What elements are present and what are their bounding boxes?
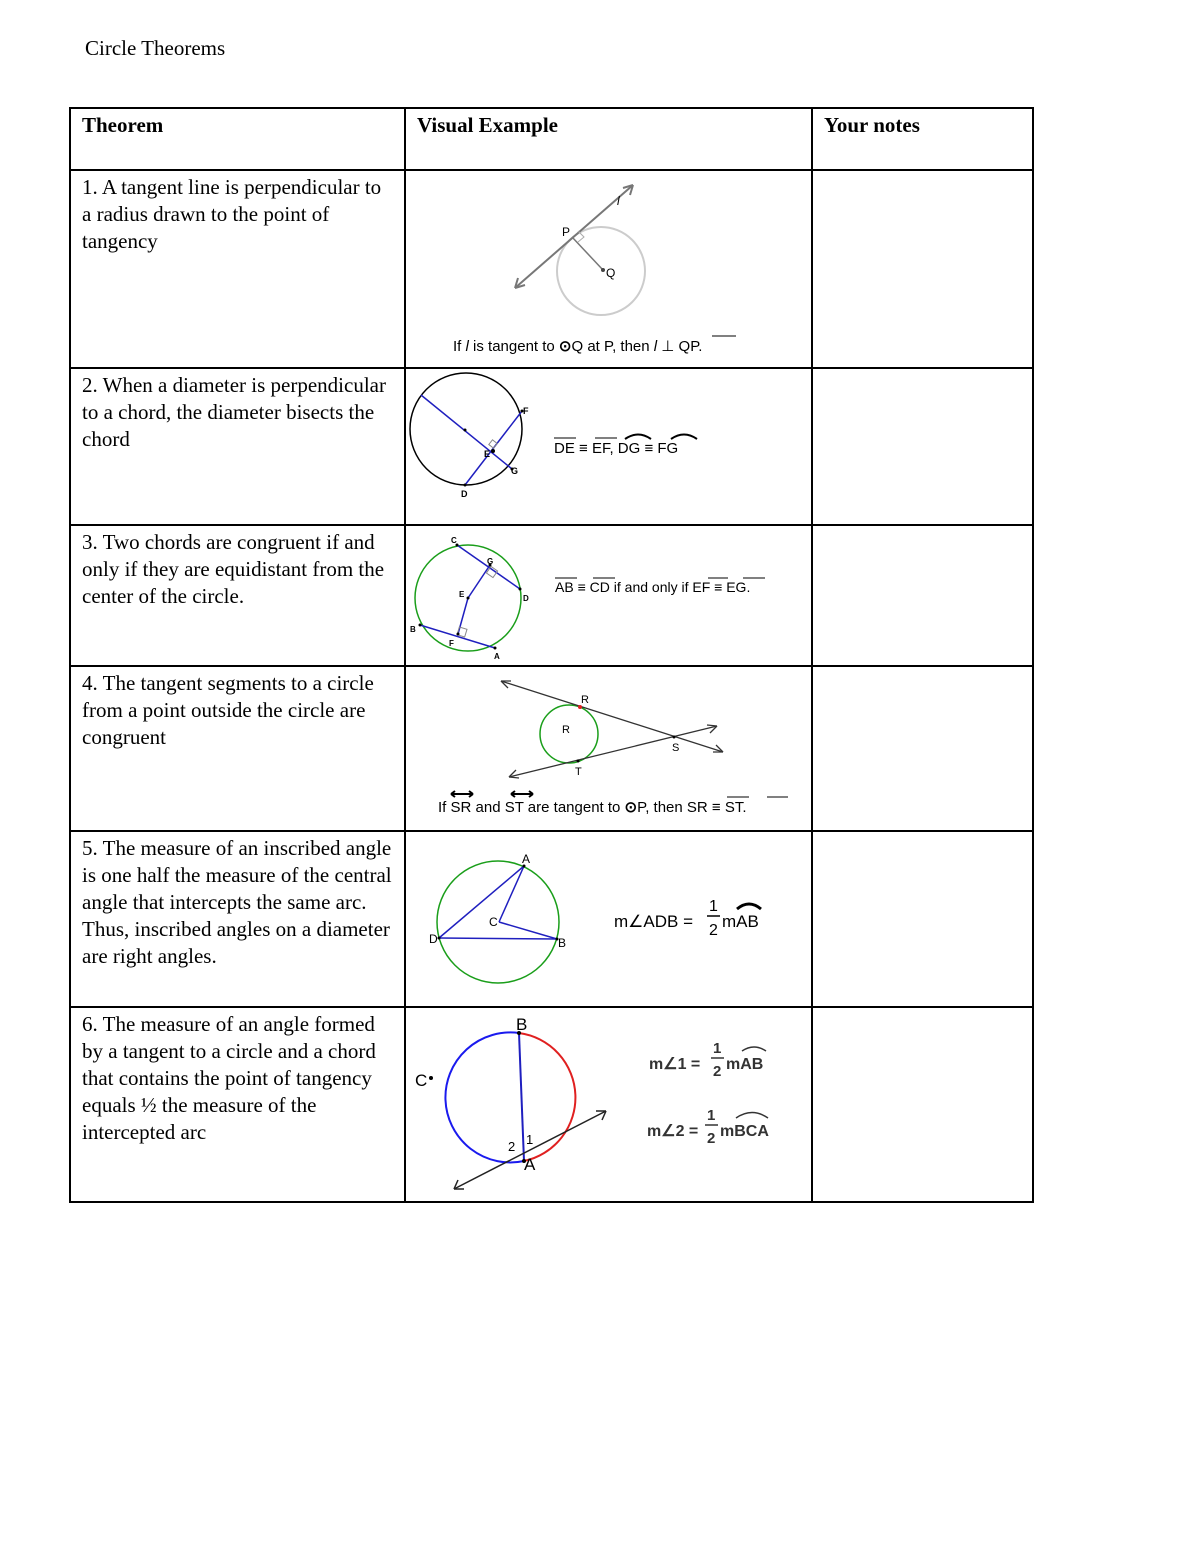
point-d-dot — [464, 484, 467, 487]
formula-lhs: m∠ADB = — [614, 912, 694, 931]
notes-cell-2[interactable] — [812, 368, 1033, 525]
segment-db — [439, 938, 557, 939]
theorem-3-text: 3. Two chords are congruent if and only if they are equidistant from the center of the circle. — [70, 525, 405, 666]
chord-ab — [519, 1033, 524, 1161]
theorem-1-text: 1. A tangent line is perpendicular to a radius drawn to the point of tangency — [70, 170, 405, 368]
label-c: C — [415, 1071, 428, 1090]
table-row — [70, 666, 1033, 831]
formula-1-denominator: 2 — [713, 1063, 722, 1080]
formula-arc: mAB — [722, 912, 759, 931]
point-d-dot — [519, 588, 522, 591]
label-a: A — [494, 652, 500, 661]
line-symbol-icon — [511, 791, 533, 797]
center-dot — [464, 429, 467, 432]
formula-2-arc: mBCA — [720, 1123, 769, 1140]
notes-cell-4[interactable] — [812, 666, 1033, 831]
tangent-line-sr — [501, 681, 723, 752]
table-row — [70, 1007, 1033, 1202]
point-d-dot — [438, 937, 441, 940]
label-c: C — [451, 536, 457, 545]
formula-1-arc: mAB — [726, 1056, 764, 1073]
line-symbol-icon — [451, 791, 473, 797]
formula-1-numerator: 1 — [713, 1040, 722, 1057]
formula-2-denominator: 2 — [707, 1130, 716, 1147]
header-row — [70, 108, 1033, 170]
tangent-radius-diagram — [406, 171, 811, 367]
label-d: D — [461, 489, 468, 499]
label-t: T — [575, 766, 582, 778]
table-row — [70, 831, 1033, 1007]
segment-da — [439, 866, 524, 938]
label-a: A — [524, 1155, 536, 1174]
visual-example-6 — [405, 1007, 812, 1202]
arrowhead-icon — [707, 725, 717, 733]
visual-example-3 — [405, 525, 812, 666]
caption-2: DE ≡ EF, DG ≡ FG — [554, 440, 679, 457]
label-r: R — [581, 694, 589, 706]
point-e-dot — [491, 449, 495, 453]
segment-eg — [468, 565, 490, 598]
theorem-2-text: 2. When a diameter is perpendicular to a chord, the diameter bisects the chord — [70, 368, 405, 525]
label-d: D — [523, 594, 529, 603]
inscribed-angle-diagram — [406, 832, 811, 1006]
tangent-line — [454, 1111, 606, 1189]
theorem-4-text: 4. The tangent segments to a circle from a point outside the circle are congruent — [70, 666, 405, 831]
segment-cb — [499, 922, 557, 939]
label-g: G — [487, 557, 494, 566]
label-e: E — [484, 449, 491, 459]
label-b: B — [516, 1015, 528, 1034]
label-b: B — [558, 936, 567, 950]
formula-2-numerator: 1 — [707, 1107, 716, 1124]
label-f: F — [523, 406, 529, 416]
arc-mark — [742, 1047, 766, 1051]
visual-example-2 — [405, 368, 812, 525]
label-s: S — [672, 742, 680, 754]
point-b-dot — [419, 624, 422, 627]
label-f: F — [449, 639, 454, 648]
circle — [437, 861, 559, 983]
label-b: B — [410, 625, 416, 634]
header-visual-example: Visual Example — [405, 108, 812, 170]
label-e: E — [459, 590, 465, 599]
equidistant-chords-diagram — [406, 526, 811, 665]
radius-qp — [572, 237, 603, 270]
theorem-5-text: 5. The measure of an inscribed angle is one half the measure of the central angle that intercepts the same arc. Thus, inscribed angles on a diameter are right angles. — [70, 831, 405, 1007]
visual-example-4 — [405, 666, 812, 831]
formula-1-lhs: m∠1 = — [649, 1056, 701, 1073]
formula-denominator: 2 — [709, 922, 718, 939]
label-g: G — [511, 466, 519, 476]
label-q: Q — [606, 266, 616, 280]
notes-cell-5[interactable] — [812, 831, 1033, 1007]
label-p: P — [562, 225, 571, 239]
arc-mark — [736, 1113, 768, 1119]
arc-mark — [737, 904, 761, 909]
label-a: A — [522, 852, 531, 866]
visual-example-5 — [405, 831, 812, 1007]
arrowhead-icon — [509, 770, 519, 778]
table-row — [70, 368, 1033, 525]
caption-4: If SR and ST are tangent to ⊙P, then SR ≡ ST. — [438, 799, 747, 816]
notes-cell-3[interactable] — [812, 525, 1033, 666]
segment-ca — [499, 866, 524, 922]
theorems-table — [69, 107, 1034, 1203]
point-t-dot — [577, 760, 580, 763]
point-f-dot — [457, 633, 460, 636]
table-row — [70, 170, 1033, 368]
page-title: Circle Theorems — [85, 36, 226, 60]
notes-cell-6[interactable] — [812, 1007, 1033, 1202]
label-angle-2: 2 — [508, 1139, 516, 1154]
label-center: R — [562, 724, 570, 736]
tangent-segments-diagram — [406, 667, 811, 830]
table-row — [70, 525, 1033, 666]
label-l: l — [617, 194, 620, 208]
point-c-dot — [429, 1076, 433, 1080]
tangent-chord-angle-diagram — [406, 1008, 811, 1201]
notes-cell-1[interactable] — [812, 170, 1033, 368]
header-theorem: Theorem — [70, 108, 405, 170]
diameter-chord-diagram — [406, 369, 811, 524]
formula-numerator: 1 — [709, 898, 718, 915]
header-your-notes: Your notes — [812, 108, 1033, 170]
point-e-dot — [467, 597, 470, 600]
point-s-dot — [673, 736, 676, 739]
diameter — [421, 395, 512, 469]
arc-mark-fg — [671, 435, 697, 440]
label-angle-1: 1 — [526, 1132, 534, 1147]
label-d: D — [429, 932, 438, 946]
arc-mark-dg — [625, 435, 651, 440]
point-q-dot — [601, 268, 605, 272]
visual-example-1 — [405, 170, 812, 368]
point-a-dot — [494, 647, 497, 650]
label-c: C — [489, 915, 498, 929]
caption-1: If l is tangent to ⊙Q at P, then l ⊥ QP. — [453, 338, 703, 355]
formula-2-lhs: m∠2 = — [647, 1123, 699, 1140]
theorem-6-text: 6. The measure of an angle formed by a tangent to a circle and a chord that contains the point of tangency equals ½ the measure of the intercepted arc — [70, 1007, 405, 1202]
caption-3: AB ≡ CD if and only if EF ≡ EG. — [555, 579, 751, 595]
